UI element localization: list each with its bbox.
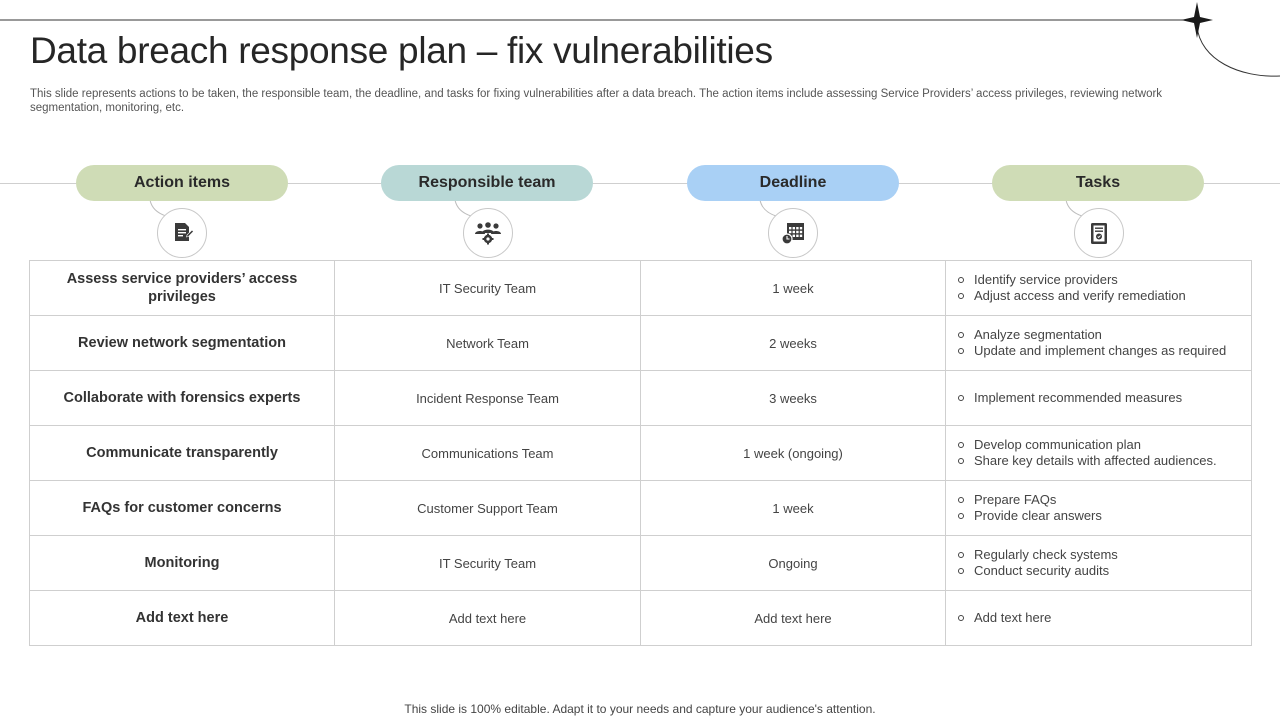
- task-item: Add text here: [956, 610, 1241, 626]
- tasks-cell: [946, 591, 1252, 646]
- task-item: Share key details with affected audiences.: [956, 453, 1241, 469]
- deadline-cell: 1 week: [641, 481, 946, 536]
- team-gear-icon: [473, 221, 503, 245]
- deadline-cell: Ongoing: [641, 536, 946, 591]
- header-action-items: [76, 165, 288, 201]
- action-item-cell: Assess service providers’ access privileges: [30, 261, 335, 316]
- task-list: [956, 390, 1241, 406]
- responsible-team-cell: IT Security Team: [335, 261, 641, 316]
- tasks-cell: [946, 261, 1252, 316]
- header-deadline: [687, 165, 899, 201]
- task-item: Prepare FAQs: [956, 492, 1241, 508]
- task-item: Provide clear answers: [956, 508, 1241, 524]
- action-item-cell: FAQs for customer concerns: [30, 481, 335, 536]
- tasks-cell: [946, 481, 1252, 536]
- task-item: Adjust access and verify remediation: [956, 288, 1241, 304]
- calendar-clock-icon-circle: [768, 208, 818, 258]
- task-list: [956, 437, 1241, 469]
- checklist-icon-circle: [1074, 208, 1124, 258]
- task-list: [956, 327, 1241, 359]
- deadline-cell: Add text here: [641, 591, 946, 646]
- deadline-cell: 1 week (ongoing): [641, 426, 946, 481]
- calendar-clock-icon: [780, 220, 806, 246]
- table-row: [30, 371, 1252, 426]
- tasks-cell: [946, 316, 1252, 371]
- task-list: [956, 610, 1241, 626]
- header-label: Responsible team: [418, 174, 556, 191]
- deadline-cell: 2 weeks: [641, 316, 946, 371]
- responsible-team-cell: Add text here: [335, 591, 641, 646]
- responsible-team-cell: Communications Team: [335, 426, 641, 481]
- table-body: [30, 261, 1252, 646]
- table-row: [30, 316, 1252, 371]
- action-item-cell: Monitoring: [30, 536, 335, 591]
- tasks-cell: [946, 371, 1252, 426]
- task-item: Identify service providers: [956, 272, 1241, 288]
- task-item: Conduct security audits: [956, 563, 1241, 579]
- deadline-cell: 3 weeks: [641, 371, 946, 426]
- team-gear-icon-circle: [463, 208, 513, 258]
- table-row: [30, 536, 1252, 591]
- task-item: Update and implement changes as required: [956, 343, 1241, 359]
- action-item-cell: Communicate transparently: [30, 426, 335, 481]
- action-item-cell: Collaborate with forensics experts: [30, 371, 335, 426]
- task-list: [956, 547, 1241, 579]
- header-label: Action items: [133, 174, 230, 191]
- task-list: [956, 492, 1241, 524]
- document-edit-icon: [170, 221, 194, 245]
- responsible-team-cell: Incident Response Team: [335, 371, 641, 426]
- page-subtitle: This slide represents actions to be taken, the responsible team, the deadline, and tasks for fixing vulnerabilities after a data breach. The action items include assessing Service Providers’ access privileges, reviewing network segmentation, monitoring, etc.: [30, 88, 1163, 114]
- table-row: [30, 426, 1252, 481]
- table-row: [30, 481, 1252, 536]
- action-item-cell: Review network segmentation: [30, 316, 335, 371]
- table-row: [30, 591, 1252, 646]
- task-item: Regularly check systems: [956, 547, 1241, 563]
- header-responsible-team: [381, 165, 593, 201]
- star-icon: [1181, 2, 1213, 38]
- responsible-team-cell: Customer Support Team: [335, 481, 641, 536]
- task-item: Develop communication plan: [956, 437, 1241, 453]
- responsible-team-cell: Network Team: [335, 316, 641, 371]
- deadline-cell: 1 week: [641, 261, 946, 316]
- header-label: Tasks: [1075, 174, 1121, 191]
- action-item-cell: Add text here: [30, 591, 335, 646]
- responsible-team-cell: IT Security Team: [335, 536, 641, 591]
- footer-note: This slide is 100% editable. Adapt it to your needs and capture your audience's attention.: [404, 702, 876, 716]
- task-item: Implement recommended measures: [956, 390, 1241, 406]
- header-tasks: [992, 165, 1204, 201]
- task-list: [956, 272, 1241, 304]
- document-edit-icon-circle: [157, 208, 207, 258]
- response-plan-table: [29, 260, 1252, 646]
- checklist-icon: [1087, 221, 1111, 245]
- tasks-cell: [946, 536, 1252, 591]
- tasks-cell: [946, 426, 1252, 481]
- page-title: Data breach response plan – fix vulnerabilities: [30, 30, 773, 71]
- header-label: Deadline: [759, 174, 827, 191]
- task-item: Analyze segmentation: [956, 327, 1241, 343]
- table-row: [30, 261, 1252, 316]
